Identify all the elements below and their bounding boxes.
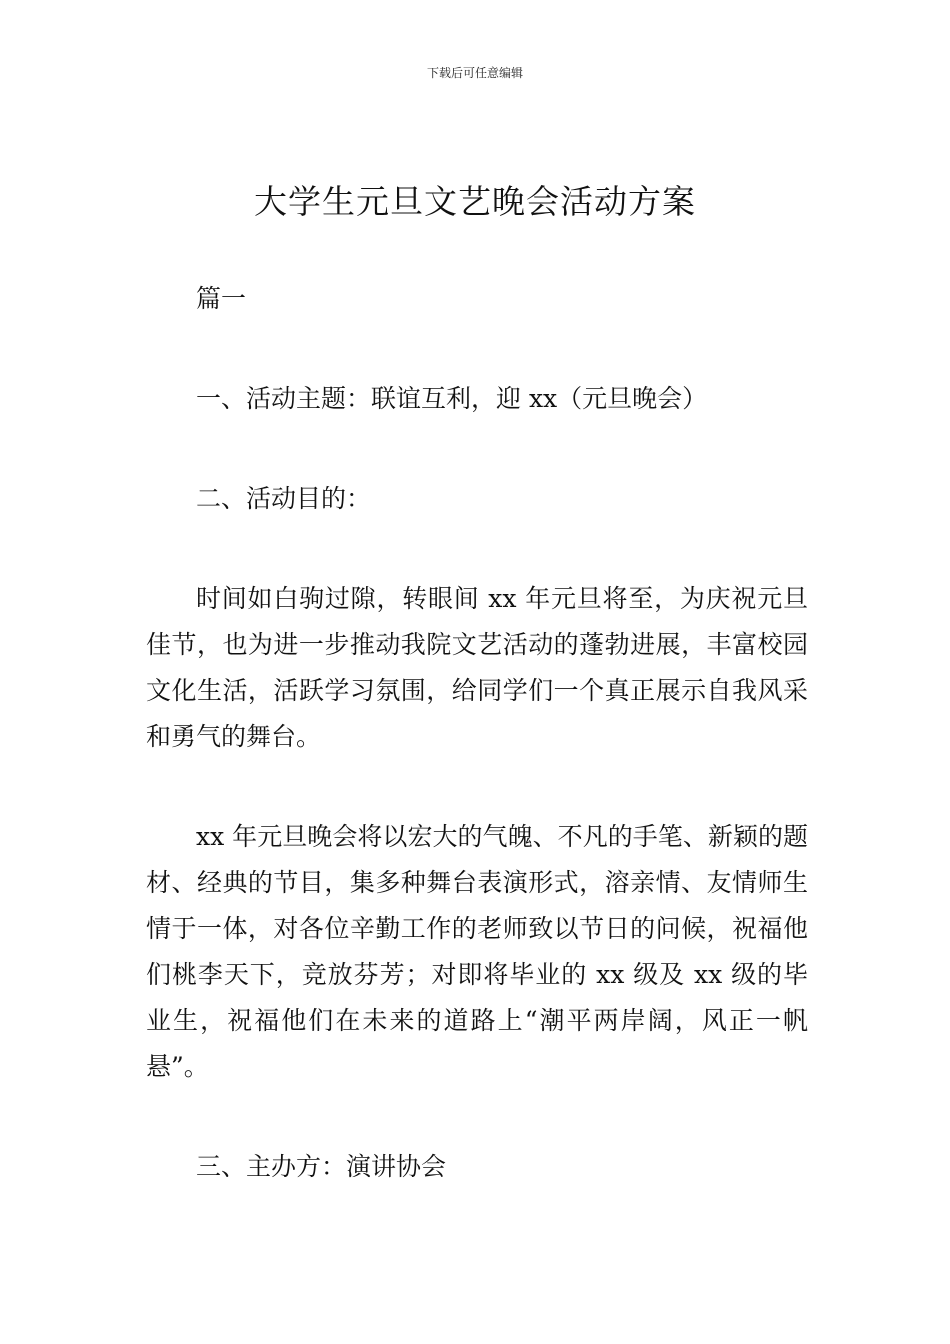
- document-body: [146, 276, 808, 1190]
- purpose-paragraph-1: 时间如白驹过隙，转眼间 xx 年元旦将至，为庆祝元旦佳节，也为进一步推动我院文艺活动的蓬勃进展，丰富校园文化生活，活跃学习氛围，给同学们一个真正展示自我风采和勇气的舞台。: [146, 584, 808, 751]
- header-note: 下载后可任意编辑: [426, 66, 523, 80]
- organizer: 三、主办方：演讲协会: [196, 1152, 447, 1181]
- activity-theme: 一、活动主题：联谊互利，迎 xx（元旦晚会）: [196, 384, 708, 413]
- purpose-paragraph-2: xx 年元旦晚会将以宏大的气魄、不凡的手笔、新颖的题材、经典的节目，集多种舞台表演形式，溶亲情、友情师生情于一体，对各位辛勤工作的老师致以节日的问候，祝福他们桃李天下，竞放芬芳；对即将毕业的 xx 级及 xx 级的毕业生，祝福他们在未来的道路上“潮平两岸阔，风正一帆悬”。: [146, 822, 808, 1081]
- activity-purpose-heading: 二、活动目的：: [196, 484, 372, 513]
- document-title: 大学生元旦文艺晚会活动方案: [254, 182, 696, 221]
- section-label: 篇一: [196, 284, 247, 313]
